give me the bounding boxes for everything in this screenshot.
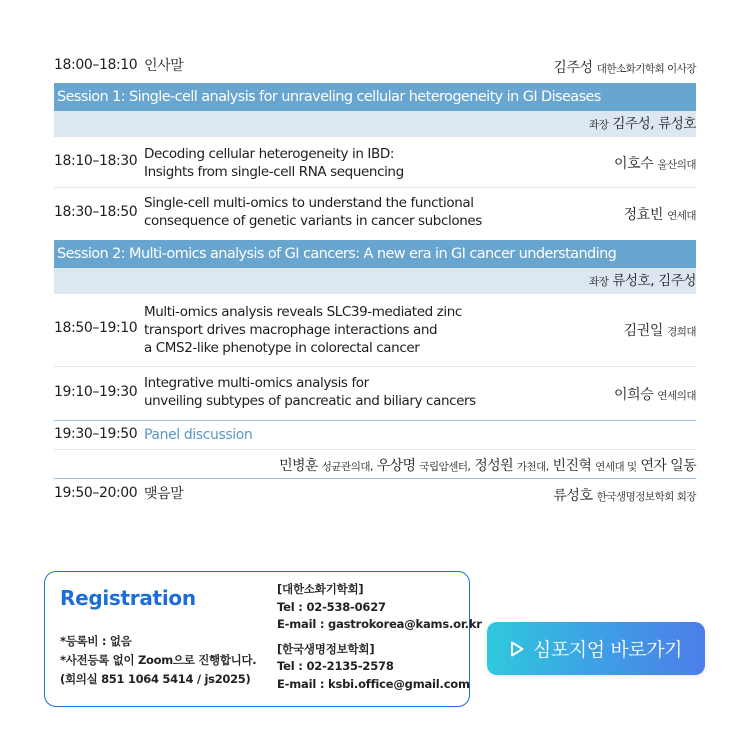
opening-title: 인사말 (144, 58, 184, 74)
talk-title: Single-cell multi-omics to understand the functional consequence of genetic variants in cancer subclones (144, 195, 482, 229)
talk-speaker: 이희승 연세의대 (613, 387, 696, 403)
panel-speakers-row (54, 450, 696, 478)
contact-info (277, 581, 482, 693)
panel-time: 19:30–19:50 (54, 426, 138, 442)
talk-row (54, 188, 696, 240)
panel-title: Panel discussion (144, 427, 253, 443)
session2-chairs: 좌장 류성호, 김주성 (54, 268, 696, 294)
panel-row (54, 421, 696, 450)
talk-time: 19:10–19:30 (54, 384, 138, 400)
session1-chairs: 좌장 김주성, 류성호 (54, 111, 696, 137)
talk-title: Multi-omics analysis reveals SLC39-mediated zinc transport drives macrophage interactions and a CMS2-like phenotype in colorectal cancer (144, 304, 462, 356)
talk-time: 18:10–18:30 (54, 153, 138, 169)
talk-row (54, 294, 696, 367)
talk-row (54, 367, 696, 420)
play-outline-icon (510, 641, 524, 657)
panel-section (54, 420, 696, 479)
session2-header: Session 2: Multi-omics analysis of GI cancers: A new era in GI cancer understanding (54, 240, 696, 268)
closing-row (54, 479, 696, 509)
talk-title: Decoding cellular heterogeneity in IBD: Insights from single-cell RNA sequencing (144, 146, 404, 180)
session1-header: Session 1: Single-cell analysis for unraveling cellular heterogeneity in GI Diseases (54, 83, 696, 111)
talk-title: Integrative multi-omics analysis for unveiling subtypes of pancreatic and biliary cancers (144, 375, 476, 409)
zoom-note: *사전등록 없이 Zoom으로 진행합니다. (60, 653, 257, 667)
talk-time: 18:30–18:50 (54, 204, 138, 220)
closing-speaker: 류성호 한국생명정보학회 회장 (553, 488, 696, 504)
registration-notes (60, 632, 256, 689)
talk-speaker: 이호수 울산의대 (613, 156, 696, 172)
talk-time: 18:50–19:10 (54, 320, 138, 336)
opening-time: 18:00–18:10 (54, 57, 138, 73)
talk-speaker: 김권일 경희대 (623, 323, 696, 339)
closing-title: 맺음말 (144, 486, 184, 502)
symposium-link-button[interactable] (487, 622, 705, 675)
registration-title: Registration (60, 586, 196, 610)
talk-row (54, 137, 696, 188)
registration-box (44, 571, 482, 707)
ksbi-tel: Tel : 02-2135-2578 (277, 659, 394, 673)
fee-note: *등록비 : 없음 (60, 634, 132, 648)
opening-row (54, 50, 696, 83)
closing-time: 19:50–20:00 (54, 485, 138, 501)
program-table (54, 50, 696, 509)
kams-tel: Tel : 02-538-0627 (277, 599, 386, 614)
kams-email[interactable]: E-mail : gastrokorea@kams.or.kr (277, 617, 482, 631)
panel-speakers: 민병훈 성균관의대, 우상명 국립암센터, 정성원 가천대, 빈진혁 연세대 및 연자 일동 (279, 458, 696, 474)
talk-speaker: 정효빈 연세대 (623, 207, 696, 223)
symposium-link-label: 심포지엄 바로가기 (532, 639, 683, 661)
opening-speaker: 김주성 대한소화기학회 이사장 (553, 60, 696, 76)
ksbi-email[interactable]: E-mail : ksbi.office@gmail.com (277, 676, 470, 691)
ksbi-name: [한국생명정보학회] (277, 641, 375, 656)
meeting-id-note: (회의실 851 1064 5414 / js2025) (60, 672, 251, 686)
kams-name: [대한소화기학회] (277, 582, 364, 596)
